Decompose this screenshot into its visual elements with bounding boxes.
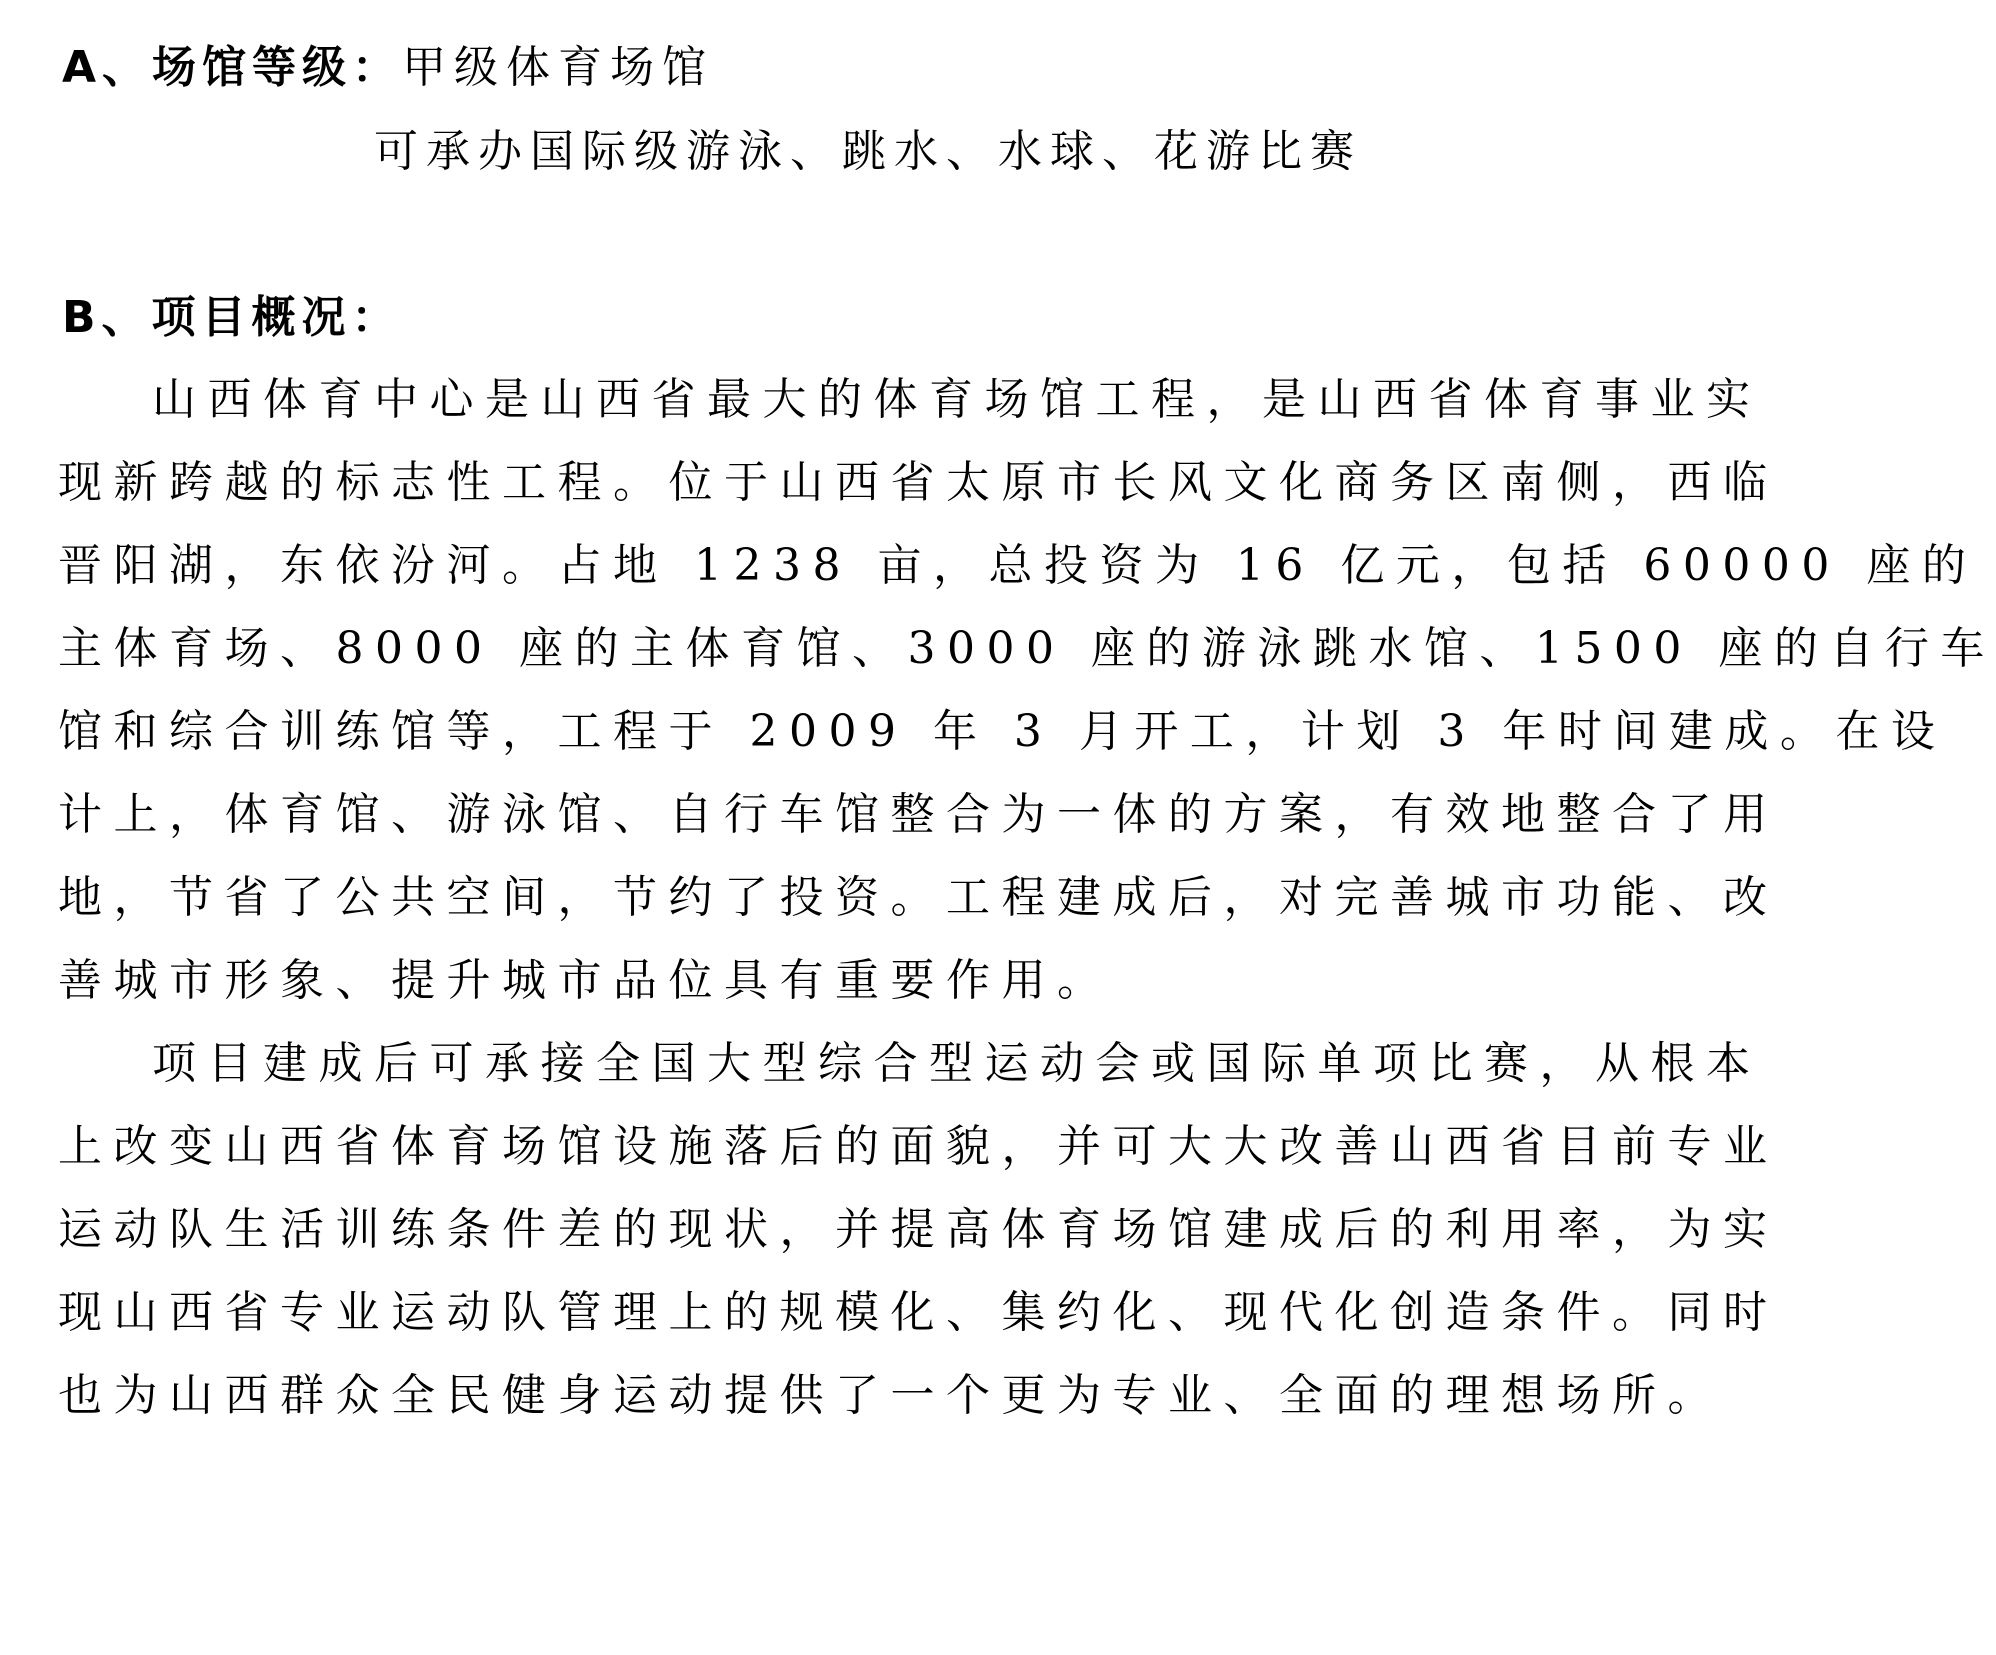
paragraph-1-line: 善城市形象、提升城市品位具有重要作用。 (58, 955, 1113, 1006)
paragraph-2-line: 现山西省专业运动队管理上的规模化、集约化、现代化创造条件。同时 (58, 1287, 1779, 1338)
section-a-heading (62, 40, 714, 96)
paragraph-1-line: 馆和综合训练馆等，工程于 2009 年 3 月开工，计划 3 年时间建成。在设 (58, 706, 1947, 757)
paragraph-1-line: 晋阳湖，东依汾河。占地 1238 亩，总投资为 16 亿元，包括 60000 座的 (58, 540, 1978, 591)
paragraph-1-line: 地，节省了公共空间，节约了投资。工程建成后，对完善城市功能、改 (58, 872, 1779, 923)
paragraph-2-line: 上改变山西省体育场馆设施落后的面貌，并可大大改善山西省目前专业 (58, 1121, 1779, 1172)
venue-grade-value: 甲级体育场馆 (402, 42, 715, 93)
paragraph-1-line: 主体育场、8000 座的主体育馆、3000 座的游泳跳水馆、1500 座的自行车 (58, 623, 1996, 674)
paragraph-1-line: 现新跨越的标志性工程。位于山西省太原市长风文化商务区南侧，西临 (58, 457, 1779, 508)
section-b-heading (62, 290, 402, 346)
paragraph-2-line: 也为山西群众全民健身运动提供了一个更为专业、全面的理想场所。 (58, 1370, 1723, 1421)
paragraph-2-line: 运动队生活训练条件差的现状，并提高体育场馆建成后的利用率，为实 (58, 1204, 1779, 1255)
section-a-label: A、场馆等级： (62, 42, 403, 93)
section-b-label: B、项目概况： (62, 292, 402, 343)
venue-grade-detail: 可承办国际级游泳、跳水、水球、花游比赛 (374, 126, 1362, 177)
paragraph-1-line: 山西体育中心是山西省最大的体育场馆工程，是山西省体育事业实 (152, 374, 1762, 425)
paragraph-2-line: 项目建成后可承接全国大型综合型运动会或国际单项比赛，从根本 (152, 1038, 1762, 1089)
paragraph-1-line: 计上，体育馆、游泳馆、自行车馆整合为一体的方案，有效地整合了用 (58, 789, 1779, 840)
